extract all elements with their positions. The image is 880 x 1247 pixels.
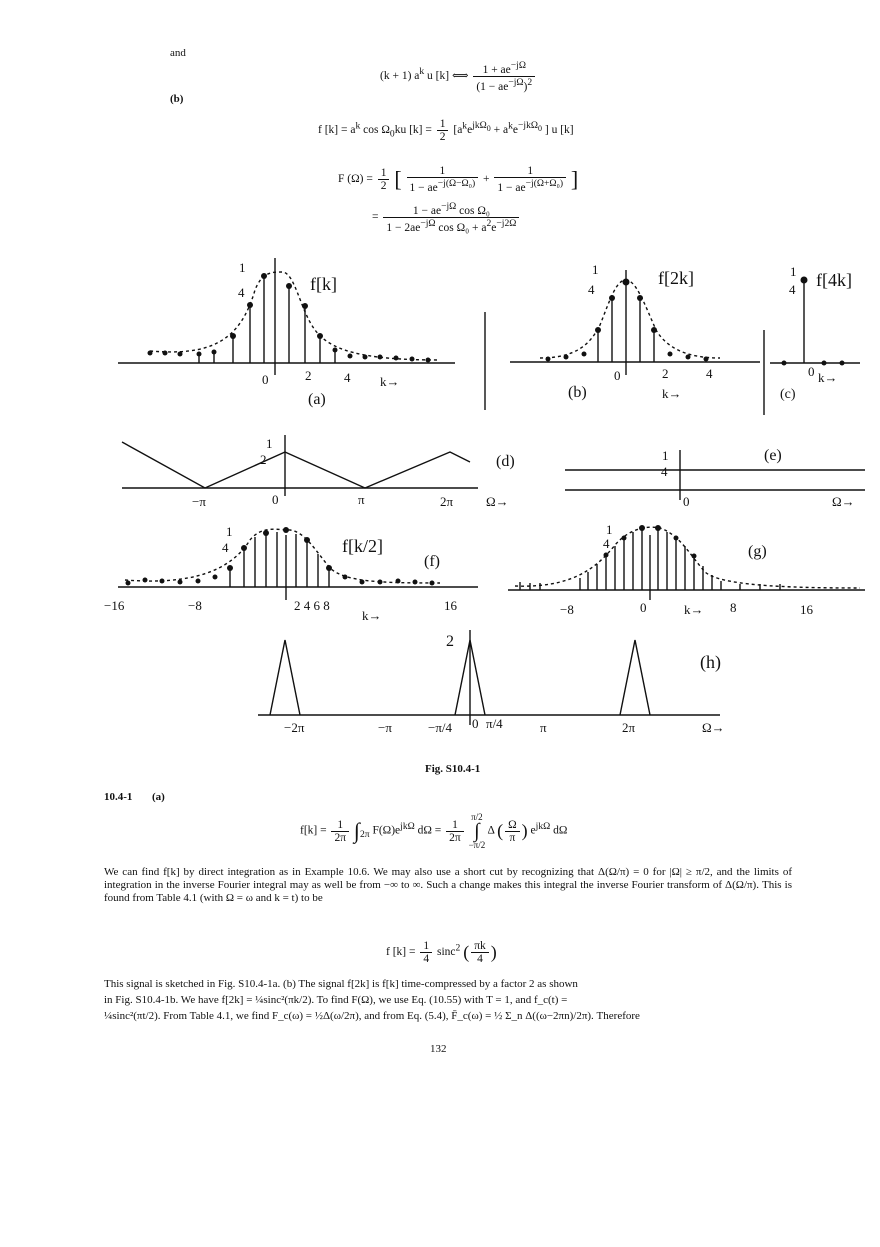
plot-d-curve bbox=[122, 442, 470, 488]
a-quarter-den: 4 bbox=[238, 285, 245, 300]
c-axis: k→ bbox=[818, 370, 838, 385]
sinc-coeff bbox=[420, 940, 432, 965]
section-number: 10.4-1 bbox=[104, 791, 133, 803]
plot-h-pulse-right bbox=[620, 640, 650, 715]
F2-num-sup: −jΩ bbox=[441, 201, 457, 212]
F-half bbox=[378, 167, 390, 192]
sinc-pow: 2 bbox=[455, 942, 461, 954]
page-number: 132 bbox=[430, 1043, 447, 1055]
F-t2-den: 1 − ae bbox=[497, 181, 526, 194]
fk-b2: e bbox=[512, 124, 519, 137]
F-t1-den: 1 − ae bbox=[409, 181, 438, 194]
c-title: f[4k] bbox=[816, 270, 852, 290]
f-quarter-den: 4 bbox=[222, 540, 229, 555]
a-four: 4 bbox=[344, 370, 351, 385]
f-16: 16 bbox=[444, 598, 457, 613]
sinc-rparen: ) bbox=[490, 942, 497, 962]
F-plus: + bbox=[483, 173, 490, 186]
b-quarter-num: 1 bbox=[592, 262, 599, 277]
pair-den: (1 − ae bbox=[476, 80, 509, 93]
pair-num: 1 + ae bbox=[482, 63, 511, 76]
f-quarter-num: 1 bbox=[226, 524, 233, 539]
fk-b1e: jkΩ bbox=[472, 120, 487, 132]
F-t2-den-sup: −j(Ω+Ω₀) bbox=[525, 178, 564, 189]
a-two: 2 bbox=[305, 368, 312, 383]
c-zero: 0 bbox=[808, 364, 815, 379]
c-quarter-den: 4 bbox=[789, 282, 796, 297]
d-half-num: 1 bbox=[266, 436, 273, 451]
e-zero: 0 bbox=[683, 494, 690, 509]
F-lbracket: [ bbox=[394, 166, 402, 192]
F2-eq: = bbox=[372, 210, 379, 223]
h-tag: (h) bbox=[700, 652, 721, 672]
int2-e: e bbox=[530, 824, 536, 837]
g-m8: −8 bbox=[560, 602, 574, 617]
F-t1-den-sup: −j(Ω−Ω₀) bbox=[437, 178, 476, 189]
f-m16: −16 bbox=[104, 598, 125, 613]
e-axis: Ω→ bbox=[832, 494, 855, 509]
c-quarter-num: 1 bbox=[790, 264, 797, 279]
f-2468: 2 4 6 8 bbox=[294, 598, 330, 613]
d-tag: (d) bbox=[496, 453, 515, 470]
f-tag: (f) bbox=[424, 553, 440, 570]
a-zero: 0 bbox=[262, 372, 269, 387]
fk-tail: ku [k] = bbox=[394, 124, 432, 137]
sinc-fn: sinc bbox=[436, 946, 456, 959]
d-half-den: 2 bbox=[260, 452, 267, 467]
fk-b1: e bbox=[467, 124, 473, 137]
b-quarter-den: 4 bbox=[588, 282, 595, 297]
b-tag: (b) bbox=[568, 384, 587, 401]
pair-lhs: (k + 1) a bbox=[380, 69, 420, 82]
paragraph-2-line-3: ¼sinc²(πt/2). From Table 4.1, we find F_c(ω) = ½Δ(ω/2π), and from Eq. (5.4), F̄_c(ω) = ½ Σ_n Δ((ω−2πn)/2π). Therefore bbox=[104, 1010, 640, 1022]
F-lhs: F (Ω) = bbox=[338, 173, 373, 186]
g-quarter-num: 1 bbox=[606, 522, 613, 537]
figure-caption: Fig. S10.4-1 bbox=[425, 763, 481, 775]
d-axis: Ω→ bbox=[486, 494, 509, 509]
a-quarter-num: 1 bbox=[239, 260, 246, 275]
F2-den: 1 − 2ae bbox=[386, 221, 421, 234]
part-b-label: (b) bbox=[170, 93, 184, 105]
h-axis: Ω→ bbox=[702, 720, 725, 735]
plot-f-envelope bbox=[125, 529, 440, 583]
int-c1-den: 2π bbox=[334, 831, 347, 844]
h-pi4: π/4 bbox=[486, 716, 503, 731]
int-body-sup: jkΩ bbox=[400, 820, 415, 832]
F2-fraction bbox=[383, 201, 519, 234]
int-dO: dΩ = bbox=[417, 824, 442, 837]
F-term2 bbox=[494, 165, 566, 194]
int2-e-sup: jkΩ bbox=[535, 820, 551, 832]
int-c2-den: 2π bbox=[449, 831, 461, 844]
int2-arg-den: π bbox=[509, 831, 516, 844]
g-tag: (g) bbox=[748, 543, 767, 560]
h-mpi: −π bbox=[378, 720, 392, 735]
fk-b2sup: k bbox=[508, 120, 513, 132]
int2-lparen: ( bbox=[497, 820, 504, 841]
F2-den-sup: −jΩ bbox=[420, 217, 436, 229]
and-word: and bbox=[170, 47, 186, 59]
pair-num-sup: −jΩ bbox=[510, 60, 526, 71]
h-zero: 0 bbox=[472, 716, 479, 731]
f-title: f[k/2] bbox=[342, 536, 383, 556]
sinc-lparen: ( bbox=[463, 942, 470, 962]
h-two: 2 bbox=[446, 633, 454, 650]
F-half-den: 2 bbox=[380, 179, 387, 192]
fk-b2e: −jkΩ bbox=[518, 120, 538, 132]
pair-den-tail: ) bbox=[523, 80, 528, 93]
e-tag: (e) bbox=[764, 447, 782, 464]
fk-half bbox=[437, 118, 449, 143]
sinc-arg bbox=[471, 940, 489, 965]
d-pi: π bbox=[358, 492, 365, 507]
b-title: f[2k] bbox=[658, 268, 694, 288]
F-term1 bbox=[407, 165, 479, 194]
F2-den-sup3: −j2Ω bbox=[496, 217, 517, 229]
F2-den-mid: cos Ω₀ + a bbox=[438, 221, 487, 234]
b-two: 2 bbox=[662, 366, 669, 381]
fk-sub: 0 bbox=[389, 128, 395, 140]
F-t2-num: 1 bbox=[494, 165, 566, 178]
paragraph-2-line-2: in Fig. S10.4-1b. We have f[2k] = ¼sinc²(πk/2). To find F(Ω), we use Eq. (10.55) with T = 1, and f_c(t) = bbox=[104, 994, 568, 1006]
a-tag: (a) bbox=[308, 391, 326, 408]
h-2pi: 2π bbox=[622, 720, 636, 735]
d-zero: 0 bbox=[272, 492, 279, 507]
fk-b1sup: k bbox=[462, 120, 468, 132]
int-c1-num: 1 bbox=[331, 819, 349, 832]
pair-lhs-sup: k bbox=[419, 66, 425, 78]
inverse-integral-equation bbox=[300, 812, 567, 850]
b-zero: 0 bbox=[614, 368, 621, 383]
int-lhs: f[k] = bbox=[300, 824, 327, 837]
int2-limits bbox=[469, 812, 486, 850]
transform-pair-equation bbox=[380, 60, 537, 93]
paragraph-2-line-1: This signal is sketched in Fig. S10.4-1a. (b) The signal f[2k] is f[k] time-compressed by a factor 2 as shown bbox=[104, 978, 578, 990]
e-quarter-num: 1 bbox=[662, 448, 669, 463]
sinc-c-den: 4 bbox=[423, 953, 430, 965]
fk-half-num: 1 bbox=[437, 118, 449, 131]
plot-b-dots bbox=[546, 279, 709, 362]
int2-arg bbox=[505, 819, 520, 844]
sinc-c-num: 1 bbox=[420, 940, 432, 953]
plot-f-stems bbox=[230, 532, 329, 587]
b-axis: k→ bbox=[662, 386, 682, 401]
fk-plus: + a bbox=[490, 124, 509, 137]
int-sub: 2π bbox=[359, 828, 370, 840]
h-m2pi: −2π bbox=[284, 720, 305, 735]
int-sym: ∫ bbox=[353, 818, 360, 843]
int2-low: −π/2 bbox=[468, 840, 486, 850]
pair-den-sup: −jΩ bbox=[508, 76, 524, 88]
int2-dO: dΩ bbox=[553, 824, 568, 837]
int2-up: π/2 bbox=[471, 812, 483, 822]
plot-g-envelope bbox=[515, 527, 860, 588]
e-quarter-den: 4 bbox=[661, 464, 668, 479]
fk-close: ] u [k] bbox=[544, 124, 574, 137]
int-c2 bbox=[446, 819, 464, 844]
F2-den-sup2: 2 bbox=[486, 217, 492, 229]
int2-sym: ∫ bbox=[474, 820, 480, 842]
int-c2-num: 1 bbox=[446, 819, 464, 832]
h-pi: π bbox=[540, 720, 547, 735]
f-axis: k→ bbox=[362, 608, 382, 623]
g-zero: 0 bbox=[640, 600, 647, 615]
g-axis: k→ bbox=[684, 602, 704, 617]
fk-b1e-sub: 0 bbox=[486, 124, 491, 134]
c-tag: (c) bbox=[780, 387, 796, 402]
sinc-arg-num: πk bbox=[471, 940, 489, 953]
F2-num: 1 − ae bbox=[412, 204, 442, 217]
F2-num-tail: cos Ω₀ bbox=[459, 204, 490, 217]
paragraph-1: We can find f[k] by direct integration as in Example 10.6. We may also use a short cut by recognizing that Δ(Ω/π) = 0 for |Ω| ≥ π/2, and the limits of integration in the inverse Fourier integral may as well be from −∞ to ∞. Such a change makes this integral the inverse Fourier transform of Δ(Ω/π). This is found from Table 4.1 (with Ω = ω and k = t) to be bbox=[104, 866, 792, 905]
int2-tri: Δ bbox=[487, 824, 495, 837]
sinc-lhs: f [k] = bbox=[386, 946, 416, 959]
F-half-num: 1 bbox=[378, 167, 390, 180]
int2-rparen: ) bbox=[521, 820, 528, 841]
plot-f-dots bbox=[126, 527, 435, 586]
plot-b-envelope bbox=[540, 280, 720, 358]
plot-h-pulse-left bbox=[270, 640, 300, 715]
fk-definition-equation bbox=[318, 118, 574, 143]
b-four: 4 bbox=[706, 366, 713, 381]
section-part: (a) bbox=[152, 791, 165, 803]
F-t1-num: 1 bbox=[407, 165, 479, 178]
fk-b2e-sub: 0 bbox=[538, 124, 542, 134]
F2-den-e: e bbox=[491, 221, 497, 234]
g-16: 16 bbox=[800, 602, 813, 617]
F-omega-simplified bbox=[372, 201, 521, 234]
int2-arg-num: Ω bbox=[505, 819, 520, 832]
pair-den-pow: 2 bbox=[527, 76, 533, 88]
F-rbracket: ] bbox=[570, 166, 579, 192]
int-c1 bbox=[331, 819, 349, 844]
a-axis: k→ bbox=[380, 374, 400, 389]
fk-half-den: 2 bbox=[439, 131, 446, 143]
d-negpi: −π bbox=[192, 494, 206, 509]
pair-fraction bbox=[473, 60, 535, 93]
g-8: 8 bbox=[730, 600, 737, 615]
pair-lhs-tail: u [k] ⟺ bbox=[427, 69, 469, 82]
a-title: f[k] bbox=[310, 274, 337, 294]
g-quarter-den: 4 bbox=[603, 536, 610, 551]
fk-sup: k bbox=[355, 120, 361, 132]
f-m8: −8 bbox=[188, 598, 202, 613]
plot-a-envelope bbox=[150, 272, 440, 360]
figure-s10-4-1 bbox=[0, 250, 880, 750]
d-2pi: 2π bbox=[440, 494, 454, 509]
fk-mid: cos Ω bbox=[363, 124, 390, 137]
sinc-equation bbox=[386, 940, 497, 965]
h-mpi4: −π/4 bbox=[428, 720, 453, 735]
fk-lhs: f [k] = a bbox=[318, 124, 356, 137]
F-omega-equation bbox=[338, 165, 578, 194]
int-body: F(Ω)e bbox=[372, 824, 401, 837]
fk-bracket: [a bbox=[453, 124, 463, 137]
sinc-arg-den: 4 bbox=[477, 953, 483, 965]
